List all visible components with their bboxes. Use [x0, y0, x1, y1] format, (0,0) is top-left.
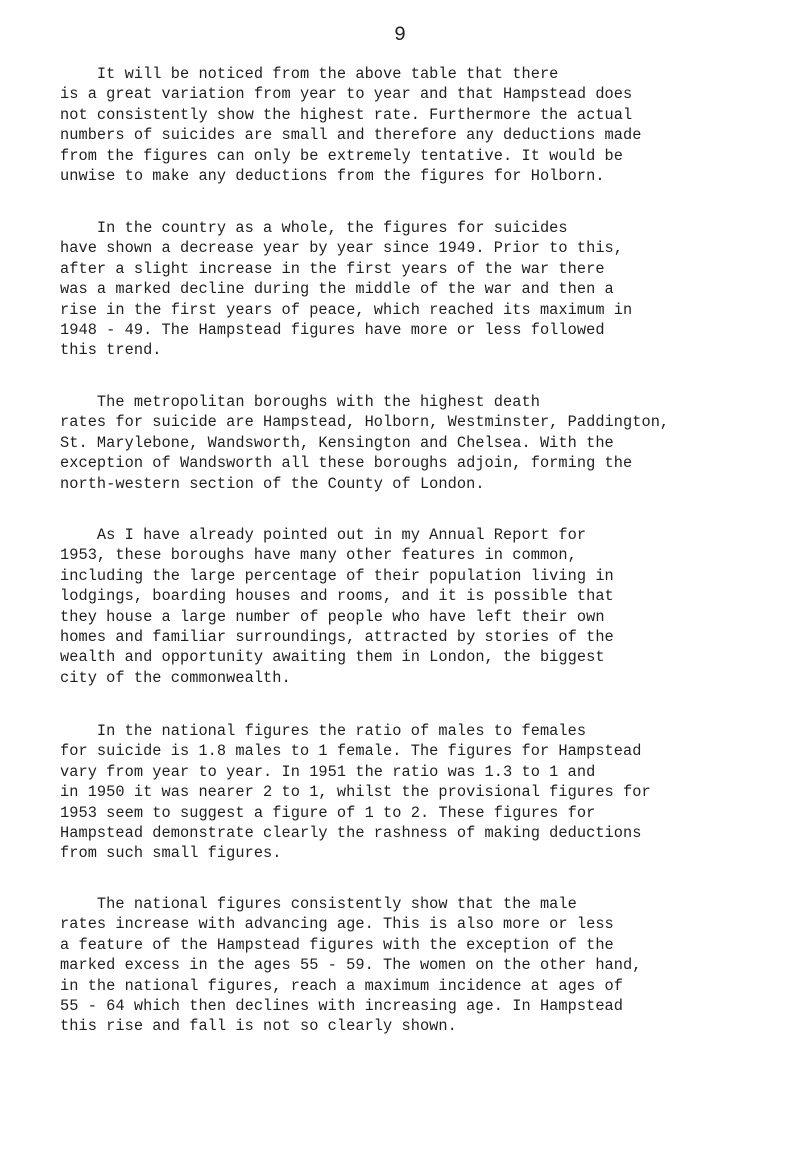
text-line: rates increase with advancing age. This is also more or less: [60, 915, 614, 934]
text-line: 1953, these boroughs have many other features in common,: [60, 546, 577, 565]
text-line: from the figures can only be extremely tentative. It would be: [60, 146, 624, 165]
text-line: Hampstead demonstrate clearly the rashness of making deductions: [60, 824, 642, 843]
text-line: In the national figures the ratio of males to females: [60, 722, 587, 740]
page-number: 9: [393, 24, 406, 47]
text-line: unwise to make any deductions from the figures for Holborn.: [60, 167, 605, 186]
text-line: they house a large number of people who have left their own: [60, 607, 605, 626]
text-line: this rise and fall is not so clearly shown.: [60, 1017, 457, 1036]
text-line: a feature of the Hampstead figures with the exception of the: [60, 935, 614, 954]
paragraph-sex-ratio: [60, 721, 780, 864]
text-line: have shown a decrease year by year since 1949. Prior to this,: [60, 239, 624, 258]
text-line: lodgings, boarding houses and rooms, and it is possible that: [60, 587, 614, 606]
text-line: marked excess in the ages 55 - 59. The women on the other hand,: [60, 956, 642, 975]
paragraph-age-rates: [60, 894, 780, 1037]
paragraph-annual-report: [60, 525, 780, 688]
text-line: wealth and opportunity awaiting them in London, the biggest: [60, 648, 605, 667]
text-line: exception of Wandsworth all these boroughs adjoin, forming the: [60, 454, 633, 473]
text-line: 1948 - 49. The Hampstead figures have more or less followed: [60, 321, 605, 340]
text-line: this trend.: [60, 341, 162, 360]
text-line: for suicide is 1.8 males to 1 female. The figures for Hampstead: [60, 742, 642, 761]
text-line: from such small figures.: [60, 844, 282, 863]
text-line: rise in the first years of peace, which reached its maximum in: [60, 300, 633, 319]
text-line: The national figures consistently show that the male: [60, 895, 577, 913]
text-line: numbers of suicides are small and therefore any deductions made: [60, 126, 642, 145]
text-line: not consistently show the highest rate. Furthermore the actual: [60, 105, 633, 124]
text-line: It will be noticed from the above table that there: [60, 65, 559, 83]
text-line: The metropolitan boroughs with the highest death: [60, 393, 540, 411]
text-line: in 1950 it was nearer 2 to 1, whilst the provisional figures for: [60, 783, 651, 802]
text-line: 1953 seem to suggest a figure of 1 to 2. These figures for: [60, 803, 596, 822]
paragraph-metropolitan-boroughs: [60, 392, 780, 494]
text-line: city of the commonwealth.: [60, 668, 291, 687]
text-line: In the country as a whole, the figures for suicides: [60, 219, 568, 237]
text-line: was a marked decline during the middle of the war and then a: [60, 280, 614, 299]
text-line: after a slight increase in the first years of the war there: [60, 259, 605, 278]
paragraph-national-trend: [60, 218, 780, 361]
text-line: including the large percentage of their population living in: [60, 566, 614, 585]
text-line: As I have already pointed out in my Annual Report for: [60, 526, 587, 544]
text-line: homes and familiar surroundings, attracted by stories of the: [60, 628, 614, 647]
text-line: vary from year to year. In 1951 the ratio was 1.3 to 1 and: [60, 762, 596, 781]
text-line: rates for suicide are Hampstead, Holborn, Westminster, Paddington,: [60, 413, 670, 432]
text-line: in the national figures, reach a maximum incidence at ages of: [60, 976, 624, 995]
text-line: 55 - 64 which then declines with increasing age. In Hampstead: [60, 997, 624, 1016]
text-line: is a great variation from year to year and that Hampstead does: [60, 85, 633, 104]
text-line: St. Marylebone, Wandsworth, Kensington and Chelsea. With the: [60, 433, 614, 452]
text-line: north-western section of the County of London.: [60, 474, 485, 493]
paragraph-table-variation: [60, 64, 780, 186]
